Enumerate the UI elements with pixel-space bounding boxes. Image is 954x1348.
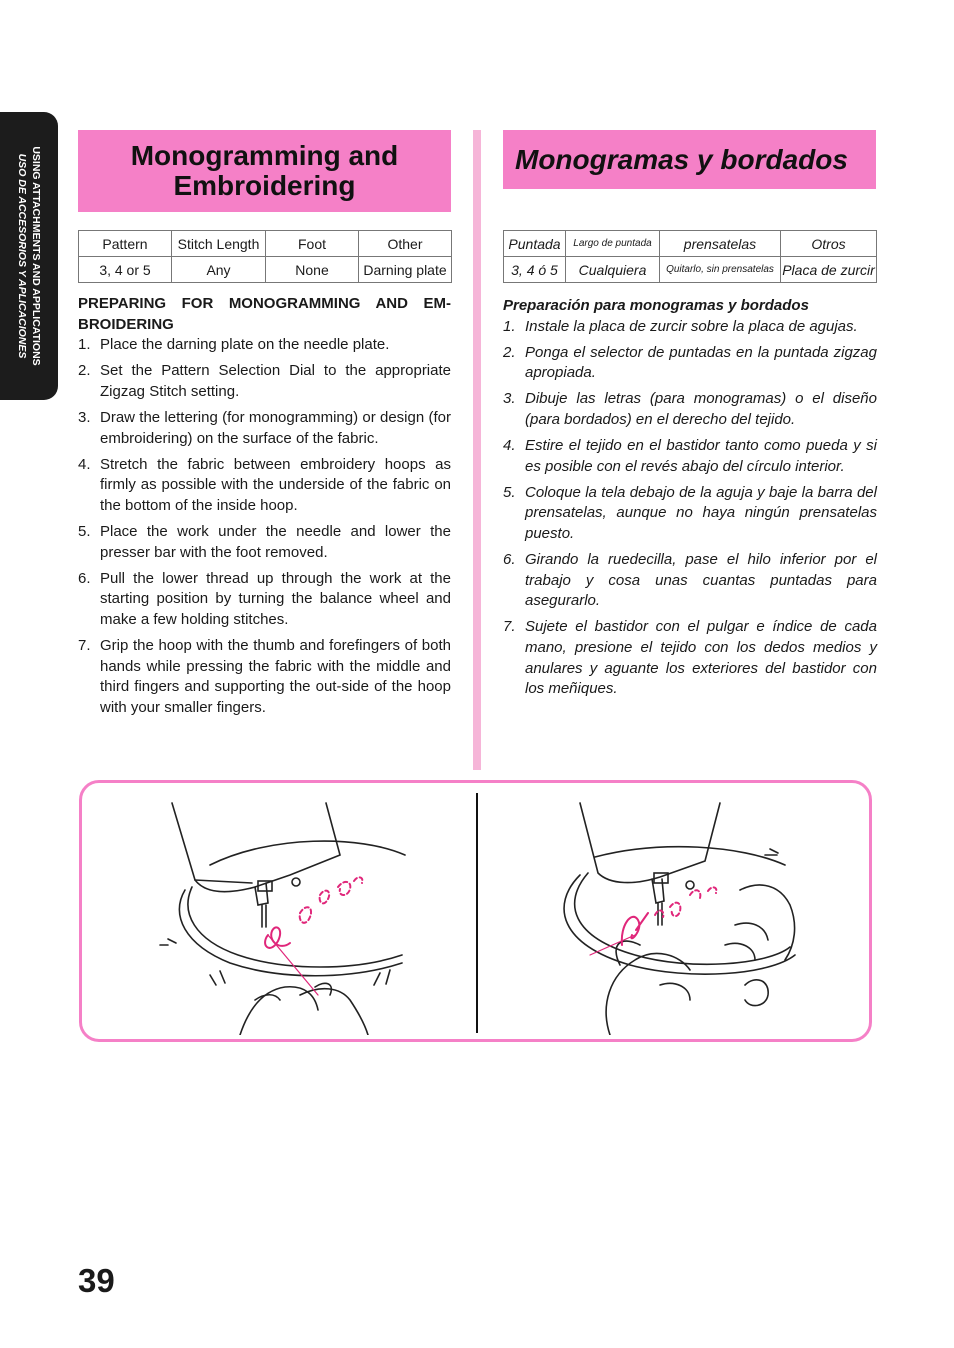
step-text: Draw the lettering (for monogramming) or design (for embroidering) on the surface of the fabric. [100, 408, 451, 447]
spanish-section-heading: Preparación para monogramas y bordados [503, 297, 809, 314]
hoop-grip-illustration [540, 795, 810, 1035]
english-title-line2: Embroidering [173, 170, 356, 201]
step-text: Ponga el selector de puntadas en la puntada zigzag apropiada. [525, 343, 877, 382]
list-item [503, 617, 877, 699]
table-header-cell: Otros [781, 231, 877, 257]
list-item [78, 455, 451, 517]
table-cell: Darning plate [359, 257, 452, 283]
spanish-title-banner [503, 130, 876, 189]
side-tab-text [15, 146, 43, 365]
step-text: Instale la placa de zurcir sobre la placa de agujas. [525, 317, 858, 335]
table-header-cell: Stitch Length [172, 231, 266, 257]
step-number: 1. [503, 317, 516, 335]
step-number: 4. [78, 455, 91, 473]
step-number: 5. [503, 483, 516, 501]
spanish-instructions [503, 296, 877, 705]
table-cell: Placa de zurcir [781, 257, 877, 283]
step-number: 4. [503, 437, 516, 455]
spanish-settings-table [503, 230, 877, 283]
step-number: 2. [78, 362, 91, 380]
table-cell: 3, 4 or 5 [79, 257, 172, 283]
list-item [78, 361, 451, 402]
table-cell: Any [172, 257, 266, 283]
list-item [503, 550, 877, 612]
step-text: Estire el tejido en el bastidor tanto como pueda y si es posible con el revés abajo del círculo interior. [525, 437, 877, 475]
english-steps-list [78, 335, 451, 718]
spanish-title: Monogramas y bordados [515, 143, 848, 175]
list-item [78, 408, 451, 449]
list-item [78, 636, 451, 718]
step-text: Stretch the fabric between embroidery hoops as firmly as possible with the underside of the fabric on the bottom of the inside hoop. [100, 455, 451, 514]
table-row [79, 257, 452, 283]
side-tab-label-en: USING ATTACHMENTS AND APPLICATIONS [30, 146, 42, 366]
column-divider [473, 130, 481, 770]
step-number: 1. [78, 336, 91, 354]
english-title-line1: Monogramming and [130, 140, 399, 171]
section-side-tab [0, 112, 58, 400]
step-text: Coloque la tela debajo de la aguja y baje la barra del prensatelas, aunque no haya ningún prensatelas puesto. [525, 483, 877, 542]
table-header-row [504, 231, 877, 257]
list-item [503, 389, 877, 430]
step-number: 3. [78, 408, 91, 426]
page-number: 39 [78, 1262, 115, 1299]
step-number: 5. [78, 522, 91, 540]
table-cell: None [266, 257, 359, 283]
list-item [503, 483, 877, 545]
step-number: 2. [503, 343, 516, 361]
table-header-cell: Other [359, 231, 452, 257]
step-number: 7. [78, 636, 91, 654]
english-instructions [78, 294, 451, 724]
step-number: 6. [78, 569, 91, 587]
english-title-banner [78, 130, 451, 212]
table-cell: Quitarlo, sin prensatelas [660, 257, 781, 283]
side-tab-label-es: USO DE ACCESORIOS Y APLICACIONES [16, 153, 28, 359]
table-row [504, 257, 877, 283]
step-number: 6. [503, 551, 516, 569]
english-section-heading: PREPARING FOR MONOGRAMMING AND EM-BROIDERING [78, 295, 451, 333]
step-text: Place the work under the needle and lower the presser bar with the foot removed. [100, 522, 451, 561]
table-header-cell: Foot [266, 231, 359, 257]
table-header-cell: Largo de puntada [566, 231, 660, 257]
english-settings-table [78, 230, 452, 283]
table-cell: Cualquiera [566, 257, 660, 283]
table-cell: 3, 4 ó 5 [504, 257, 566, 283]
step-text: Dibuje las letras (para monogramas) o el diseño (para bordados) en el derecho del tejido. [525, 390, 877, 428]
table-header-cell: prensatelas [660, 231, 781, 257]
step-text: Grip the hoop with the thumb and forefingers of both hands while pressing the fabric with the middle and third fingers and supporting the out-side of the hoop with your smaller fingers. [100, 636, 451, 716]
step-text: Place the darning plate on the needle plate. [100, 336, 390, 354]
step-text: Pull the lower thread up through the work at the starting position by turning the balance wheel and make a few holding stitches. [100, 569, 451, 628]
step-number: 7. [503, 618, 516, 636]
step-text: Sujete el bastidor con el pulgar e índice de cada mano, presione el tejido con los dedos medios y anulares y aguante los exteriores del bastidor con los meñiques. [525, 618, 877, 698]
step-text: Set the Pattern Selection Dial to the appropriate Zigzag Stitch setting. [100, 362, 451, 400]
table-header-row [79, 231, 452, 257]
list-item [503, 317, 877, 338]
step-text: Girando la ruedecilla, pase el hilo inferior por el trabajo y cosa unas cuantas puntadas para asegurarlo. [525, 551, 877, 610]
spanish-steps-list [503, 317, 877, 700]
list-item [78, 522, 451, 563]
table-header-cell: Puntada [504, 231, 566, 257]
list-item [78, 569, 451, 631]
list-item [503, 436, 877, 477]
illustration-divider [476, 793, 478, 1033]
step-number: 3. [503, 390, 516, 408]
list-item [503, 343, 877, 384]
table-header-cell: Pattern [79, 231, 172, 257]
monogram-illustration [150, 795, 410, 1035]
list-item [78, 335, 451, 356]
